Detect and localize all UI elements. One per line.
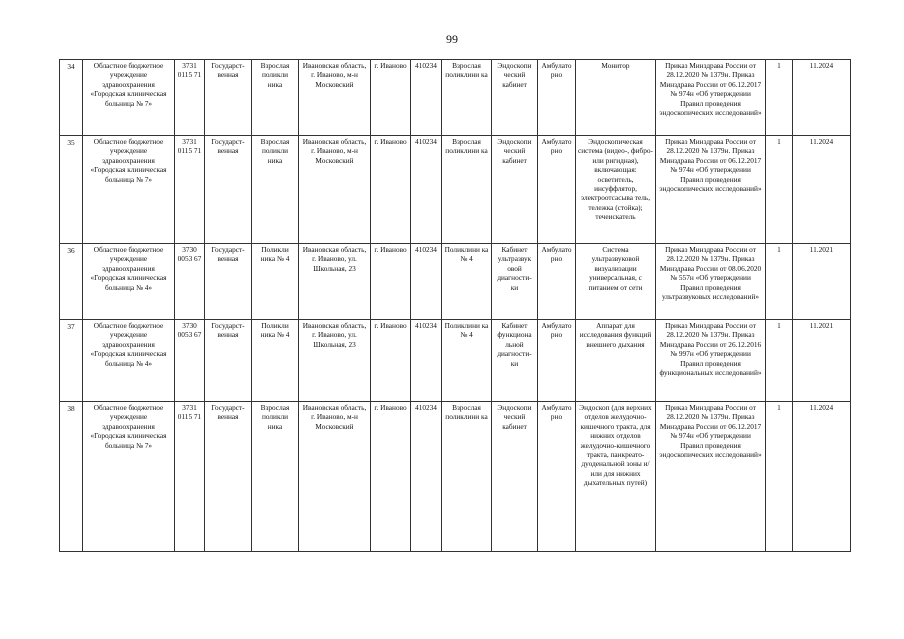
equipment-cell: Система ультразвуковой визуализации универсальная, с питанием от сети xyxy=(576,244,656,320)
city-cell: г. Иваново xyxy=(371,60,411,136)
quantity-cell: 1 xyxy=(766,320,793,402)
postcode-cell: 410234 xyxy=(411,402,442,552)
orders-cell: Приказ Минздрава России от 28.12.2020 № 1379н. Приказ Минздрава России от 08.06.2020 № 557н «Об утверждении Правил проведения ультразвуковых исследований» xyxy=(656,244,766,320)
care-type-cell: Амбулато рно xyxy=(538,402,576,552)
division-cell: Взрослая поликли ника xyxy=(252,60,299,136)
postcode-cell: 410234 xyxy=(411,320,442,402)
room-cell: Эндоскопи ческий кабинет xyxy=(492,136,538,244)
quantity-cell: 1 xyxy=(766,136,793,244)
row-number: 34 xyxy=(60,60,83,136)
address-cell: Ивановская область, г. Иваново, ул. Школьная, 23 xyxy=(299,244,371,320)
date-cell: 11.2021 xyxy=(793,320,851,402)
city-cell: г. Иваново xyxy=(371,320,411,402)
division-cell: Поликли ника № 4 xyxy=(252,320,299,402)
table-row xyxy=(60,244,851,320)
city-cell: г. Иваново xyxy=(371,136,411,244)
postcode-cell: 410234 xyxy=(411,244,442,320)
date-cell: 11.2024 xyxy=(793,402,851,552)
table-row xyxy=(60,60,851,136)
care-type-cell: Амбулато рно xyxy=(538,60,576,136)
quantity-cell: 1 xyxy=(766,244,793,320)
quantity-cell: 1 xyxy=(766,402,793,552)
organization-cell: Областное бюджетное учреждение здравоохранения «Городская клиническая больница № 7» xyxy=(83,136,175,244)
table-row xyxy=(60,402,851,552)
orders-cell: Приказ Минздрава России от 28.12.2020 № 1379н. Приказ Минздрава России от 06.12.2017 № 974н «Об утверждении Правил проведения эндоскопических исследований» xyxy=(656,136,766,244)
division-cell: Взрослая поликли ника xyxy=(252,136,299,244)
address-cell: Ивановская область, г. Иваново, м-н Московский xyxy=(299,402,371,552)
city-cell: г. Иваново xyxy=(371,244,411,320)
room-cell: Кабинет функциона льной диагности-ки xyxy=(492,320,538,402)
postcode-cell: 410234 xyxy=(411,136,442,244)
postcode-cell: 410234 xyxy=(411,60,442,136)
room-cell: Кабинет ультразвук овой диагности-ки xyxy=(492,244,538,320)
inn-cell: 3731 0115 71 xyxy=(175,60,205,136)
row-number: 38 xyxy=(60,402,83,552)
organization-cell: Областное бюджетное учреждение здравоохранения «Городская клиническая больница № 7» xyxy=(83,60,175,136)
ownership-cell: Государст-венная xyxy=(205,320,252,402)
date-cell: 11.2024 xyxy=(793,60,851,136)
address-cell: Ивановская область, г. Иваново, м-н Московский xyxy=(299,60,371,136)
row-number: 36 xyxy=(60,244,83,320)
unit-cell: Взрослая поликлини ка xyxy=(442,60,492,136)
city-cell: г. Иваново xyxy=(371,402,411,552)
room-cell: Эндоскопи ческий кабинет xyxy=(492,60,538,136)
ownership-cell: Государст-венная xyxy=(205,60,252,136)
inn-cell: 3730 0053 67 xyxy=(175,244,205,320)
page-number: 99 xyxy=(446,32,458,46)
row-number: 37 xyxy=(60,320,83,402)
equipment-table xyxy=(59,59,851,552)
equipment-cell: Эндоскопическая система (видео-, фибро- или ригидная), включающая: осветитель, инсуффлятор, электроотсасыва тель, тележка (стойка); течеискатель xyxy=(576,136,656,244)
unit-cell: Взрослая поликлини ка xyxy=(442,136,492,244)
row-number: 35 xyxy=(60,136,83,244)
inn-cell: 3731 0115 71 xyxy=(175,402,205,552)
ownership-cell: Государст-венная xyxy=(205,244,252,320)
ownership-cell: Государст-венная xyxy=(205,402,252,552)
orders-cell: Приказ Минздрава России от 28.12.2020 № 1379н. Приказ Минздрава России от 06.12.2017 № 974н «Об утверждении Правил проведения эндоскопических исследований» xyxy=(656,60,766,136)
ownership-cell: Государст-венная xyxy=(205,136,252,244)
quantity-cell: 1 xyxy=(766,60,793,136)
equipment-cell: Монитор xyxy=(576,60,656,136)
organization-cell: Областное бюджетное учреждение здравоохранения «Городская клиническая больница № 4» xyxy=(83,244,175,320)
equipment-cell: Аппарат для исследования функций внешнего дыхания xyxy=(576,320,656,402)
orders-cell: Приказ Минздрава России от 28.12.2020 № 1379н. Приказ Минздрава России от 26.12.2016 № 997н «Об утверждении Правил проведения функциональных исследований» xyxy=(656,320,766,402)
organization-cell: Областное бюджетное учреждение здравоохранения «Городская клиническая больница № 4» xyxy=(83,320,175,402)
unit-cell: Поликлини ка № 4 xyxy=(442,244,492,320)
unit-cell: Взрослая поликлини ка xyxy=(442,402,492,552)
inn-cell: 3731 0115 71 xyxy=(175,136,205,244)
date-cell: 11.2024 xyxy=(793,136,851,244)
organization-cell: Областное бюджетное учреждение здравоохранения «Городская клиническая больница № 7» xyxy=(83,402,175,552)
equipment-cell: Эндоскоп (для верхних отделов желудочно-кишечного тракта, для нижних отделов желудочно-кишечного тракта, панкреато-дуоденальной зоны и/или для нижних дыхательных путей) xyxy=(576,402,656,552)
date-cell: 11.2021 xyxy=(793,244,851,320)
room-cell: Эндоскопи ческий кабинет xyxy=(492,402,538,552)
unit-cell: Поликлини ка № 4 xyxy=(442,320,492,402)
division-cell: Поликли ника № 4 xyxy=(252,244,299,320)
care-type-cell: Амбулато рно xyxy=(538,320,576,402)
division-cell: Взрослая поликли ника xyxy=(252,402,299,552)
address-cell: Ивановская область, г. Иваново, ул. Школьная, 23 xyxy=(299,320,371,402)
orders-cell: Приказ Минздрава России от 28.12.2020 № 1379н. Приказ Минздрава России от 06.12.2017 № 974н «Об утверждении Правил проведения эндоскопических исследований» xyxy=(656,402,766,552)
care-type-cell: Амбулато рно xyxy=(538,244,576,320)
table-row xyxy=(60,136,851,244)
address-cell: Ивановская область, г. Иваново, м-н Московский xyxy=(299,136,371,244)
table-row xyxy=(60,320,851,402)
inn-cell: 3730 0053 67 xyxy=(175,320,205,402)
care-type-cell: Амбулато рно xyxy=(538,136,576,244)
